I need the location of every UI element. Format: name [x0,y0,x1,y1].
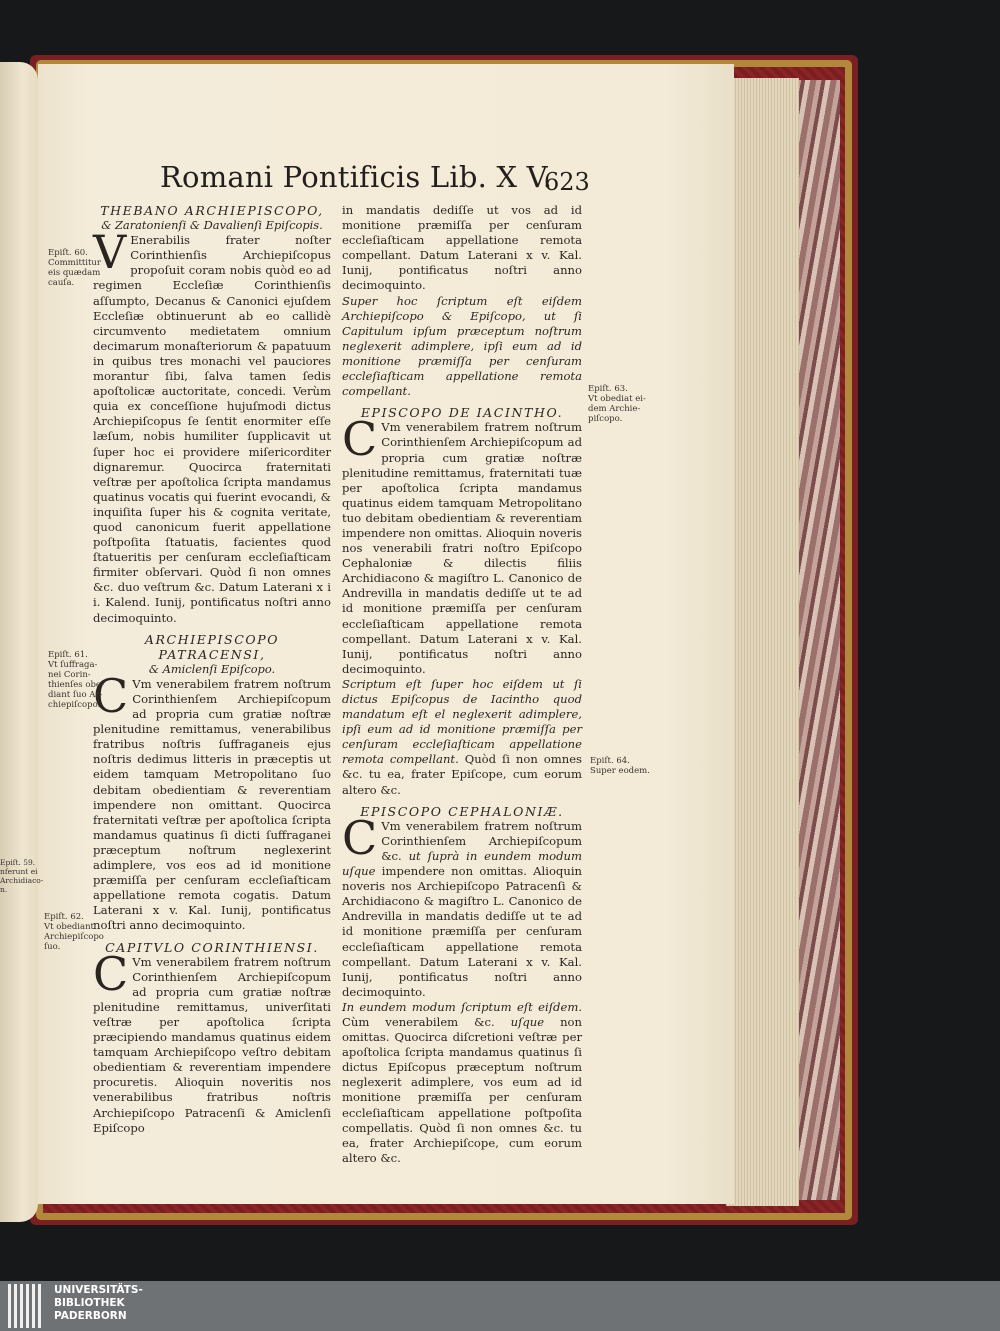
drop-cap: C [93,946,129,1001]
page-number: 623 [544,168,590,196]
library-footer [0,1281,1000,1331]
continuation-text: in mandatis dediſſe ut vos ad id monitione præmiſſa per cenſuram eccleſiaſticam appellatione remota compellant. Datum Laterani x v. Kal. Iunij, pontificatus noſtri anno decimoquinto. [342,203,582,293]
drop-cap: C [342,412,378,467]
letter-text: Vm venerabilem fratrem noſtrum Corinthienſem Archiepiſcopum ad propria cum gratiæ noſtræ plenitudine remittamus, univerſitati veſtræ per apoſtolica ſcripta præcipiendo mandamus quatinus eidem tamquam Archiepiſcopo veſtro debitam obedientiam & reverentiam impendere procuretis. Alioquin noveritis nos venerabilibus fratribus noſtris Archiepiſcopo Patracenſi & Amiclenſi Epiſcopo [93,954,331,1135]
drop-cap: C [342,810,378,865]
letter-text: Vm venerabilem fratrem noſtrum Corinthienſem Archiepiſcopum ad propria cum gratiæ noſtræ plenitudine remittamus, venerabilibus fratribus noſtris ſuffraganeis ejus noſtris dedimus litteris in præceptis ut eidem tamquam Metropolitano ſuo debitam obedientiam & reverentiam impendere non omittant. Quocirca fraternitati veſtræ per apoſtolica ſcripta mandamus quatinus ſi dicti ſuffraganei præceptum noſtrum neglexerint adimplere, vos eos ad id monitione præmiſſa per cenſuram eccleſiaſticam appellatione remota cogatis. Datum Laterani x v. Kal. Iunij, pontificatus noſtri anno decimoquinto. [93,676,331,933]
letter-text: impendere non omittas. Alioquin noveris nos Archiepiſcopo Patracenſi & Archidiacono & magiſtro L. Canonico de Andrevilla in mandatis dediſſe ut te ad id monitione præmiſſa per cenſuram eccleſiaſticam appellatione remota compellant. Datum Laterani x v. Kal. Iunij, pontificatus noſtri anno decimoquinto. [342,864,582,999]
library-line: BIBLIOTHEK [54,1297,125,1309]
tail-text: Cùm venerabilem &c. [342,1014,495,1029]
library-line: UNIVERSITÄTS- [54,1284,143,1296]
drop-cap: V [93,225,127,280]
page-edges [726,78,799,1206]
left-page-margin-fragment: Epiſt. 59. nferunt ei Archidiaco- n. [0,858,44,894]
margin-note-64: Epiſt. 64. Super eodem. [590,756,650,776]
letter-subheading: & Zaratonienſi & Davalienſi Epiſcopis. [101,218,323,233]
letter-subheading: & Amiclenſi Epiſcopo. [148,661,276,676]
drop-cap: C [93,668,129,723]
margin-note-63: Epiſt. 63. Vt obediat ei- dem Archie- piſcopo. [588,384,646,424]
library-logo-icon [8,1284,46,1328]
text-column-right [342,203,582,1166]
letter-text: Vm venerabilem fratrem noſtrum Corinthienſem Archiepiſcopum ad propria cum gratiæ noſtræ plenitudine remittamus, fraternitati tuæ per apoſtolica ſcripta mandamus quatinus eidem tamquam Metropolitano tuo debitam obedientiam & reverentiam impendere non omittas. Alioquin noveris nos venerabili fratri noſtro Epiſcopo Cephaloniæ & dilectis filiis Archidiacono & magiſtro L. Canonico de Andrevilla in mandatis dediſſe ut te ad id monitione præmiſſa per cenſuram eccleſiaſticam appellatione remota compellant. Datum Laterani x v. Kal. Iunij, pontificatus noſtri anno decimoquinto. [342,420,582,676]
letter-note [342,677,582,798]
letter-heading: ARCHIEPISCOPO PATRACENSI, [144,631,280,662]
margin-note-61: Epiſt. 61. Vt ſuffraga- nei Corin- thienſes obe- diant ſuo Ar- chiepiſcopo. [48,650,104,710]
left-page-fragment [0,62,38,1222]
letter-text: Enerabilis frater noſter Corinthienſis Archiepiſcopus propoſuit coram nobis quòd eo ad regimen Eccleſiæ Corinthienſis aſſumpto, Decanus & Canonici ejuſdem Eccleſiæ obtinuerunt ab eo callidè circumvento medietatem omnium decimarum monaſteriorum & papatuum in quibus tres monachi vel pauciores morantur ſibi, ſalva tamen ſedis apoſtolicæ auctoritate, concedi. Verùm quia ex conceſſione hujuſmodi dictus Archiepiſcopus ſe ſentit enormiter eſſe læſum, nobis humiliter ſupplicavit ut ſuper hoc ei providere miſericorditer dignaremur. Quocirca fraternitati veſtræ per apoſtolica ſcripta mandamus quatinus vocatis qui fuerint evocandi, & inquiſita ſuper his & cognita veritate, quod canonicum fuerit appellatione poſtpoſita ſtatuatis, facientes quod ſtatueritis per cenſuram eccleſiaſticam firmiter obſervari. Quòd ſi non omnes &c. duo veſtrum &c. Datum Laterani x i i. Kalend. Iunij, pontificatus noſtri anno decimoquinto. [93,233,331,625]
tail-text: non omittas. Quocirca diſcretioni veſtræ per apoſtolica ſcripta mandamus quatinus ſi dictus Epiſcopus præceptum noſtrum neglexerit adimplere, vos eum ad id monitione præmiſſa per cenſuram eccleſiaſticam appellatione poſtpoſita compellatis. Quòd ſi non omnes &c. tu ea, frater Archiepiſcope, cum eorum altero &c. [342,1014,583,1165]
letter-tail [342,1000,582,1166]
italic-note: Scriptum eſt ſuper hoc eiſdem ut ſi dictus Epiſcopus de Iacintho quod mandatum eſt el neglexerit adimplere, ipſi eum ad id monitione præmiſſa per cenſuram eccleſiaſticam appellatione remota compellant. [342,676,582,767]
letter-text: Vm venerabilem fratrem noſtrum Corinthienſem Archiepiſcopum &c. [381,818,582,863]
note-tail: Quòd ſi non omnes &c. tu ea, frater Epiſcope, cum eorum altero &c. [342,752,583,797]
continuation-italic: Super hoc ſcriptum eſt eiſdem Archiepiſcopo & Epiſcopo, ut ſi Capitulum ipſum præceptum noſtrum neglexerit adimplere, ipſi eum ad id monitione præmiſſa per cenſuram eccleſiaſticam appellatione remota compellant. [342,293,582,399]
library-line: PADERBORN [54,1310,127,1322]
text-column-left [93,203,331,1136]
margin-note-60: Epiſt. 60. Committitur eis quædam cauſa. [48,248,101,288]
tail-italic: uſque [510,1014,545,1029]
letter-heading: CAPITVLO CORINTHIENSI. [105,939,319,955]
letter-italic: ut ſuprà in eundem modum uſque [342,848,582,879]
running-header: Romani Pontificis Lib. X V. [160,160,553,194]
library-name [54,1284,143,1323]
tail-italic: In eundem modum ſcriptum eſt eiſdem. [342,999,582,1014]
letter-heading: EPISCOPO DE IACINTHO. [360,405,564,421]
letter-heading: THEBANO ARCHIEPISCOPO, [100,203,324,218]
letter-heading: EPISCOPO CEPHALONIÆ. [360,803,564,819]
margin-note-62: Epiſt. 62. Vt obediant Archiepiſcopo ſuo. [44,912,104,952]
